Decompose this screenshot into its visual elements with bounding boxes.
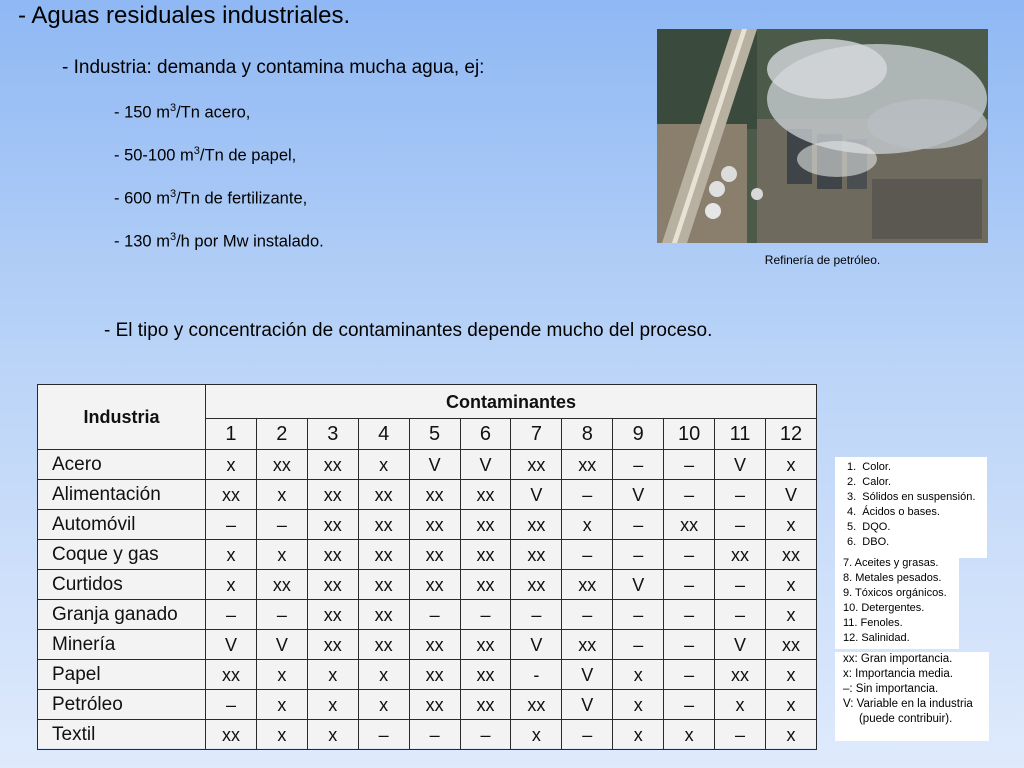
value-cell: xx [307, 600, 358, 630]
value-cell: – [562, 600, 613, 630]
industry-cell: Acero [38, 450, 206, 480]
column-number: 8 [562, 419, 613, 450]
value-cell: xx [358, 540, 409, 570]
column-number: 10 [664, 419, 715, 450]
value-cell: xx [358, 630, 409, 660]
value-cell: xx [715, 540, 766, 570]
table-row [38, 690, 817, 720]
value-cell: xx [511, 540, 562, 570]
value-cell: – [664, 660, 715, 690]
value-cell: xx [460, 660, 511, 690]
value-cell: – [460, 600, 511, 630]
value-cell: x [358, 450, 409, 480]
value-cell: – [664, 450, 715, 480]
value-cell: xx [511, 690, 562, 720]
legend-entry: 7. Aceites y grasas. [843, 557, 939, 569]
value-cell: x [664, 720, 715, 750]
value-cell: – [715, 600, 766, 630]
subtitle-industry: - Industria: demanda y contamina mucha agua, ej: [62, 57, 485, 78]
value-cell: xx [562, 630, 613, 660]
industry-cell: Petróleo [38, 690, 206, 720]
legend-entry: 3. Sólidos en suspensión. [847, 491, 976, 503]
value-cell: V [613, 570, 664, 600]
refinery-photo [657, 29, 988, 243]
value-cell: V [256, 630, 307, 660]
table-row [38, 540, 817, 570]
example-suffix: /Tn de papel, [199, 146, 297, 165]
industry-cell: Alimentación [38, 480, 206, 510]
value-cell: – [358, 720, 409, 750]
value-cell: xx [307, 570, 358, 600]
value-cell: – [562, 540, 613, 570]
value-cell: – [664, 600, 715, 630]
legend-entry: 11. Fenoles. [843, 617, 903, 629]
value-cell: V [511, 630, 562, 660]
value-cell: xx [511, 510, 562, 540]
pollutant-table [37, 384, 817, 750]
value-cell: x [765, 600, 816, 630]
table-row [38, 450, 817, 480]
table-row [38, 480, 817, 510]
value-cell: xx [307, 630, 358, 660]
value-cell: xx [511, 450, 562, 480]
value-cell: xx [765, 630, 816, 660]
value-cell: xx [256, 450, 307, 480]
legend-contaminants-7-12 [835, 556, 959, 649]
legend-contaminants-1-6 [835, 457, 987, 558]
value-cell: – [664, 570, 715, 600]
example-suffix: /h por Mw instalado. [176, 232, 324, 251]
value-cell: – [715, 510, 766, 540]
example-prefix: - 150 m [114, 103, 170, 122]
column-number: 4 [358, 419, 409, 450]
value-cell: x [206, 540, 257, 570]
value-cell: V [562, 690, 613, 720]
example-sup: 3 [169, 102, 177, 114]
value-cell: xx [409, 570, 460, 600]
example-suffix: /Tn de fertilizante, [176, 189, 308, 208]
value-cell: x [765, 450, 816, 480]
value-cell: xx [562, 450, 613, 480]
value-cell: xx [460, 540, 511, 570]
value-cell: – [409, 600, 460, 630]
value-cell: x [256, 540, 307, 570]
value-cell: – [613, 600, 664, 630]
example-sup: 3 [193, 145, 200, 157]
column-number: 5 [409, 419, 460, 450]
industry-cell: Coque y gas [38, 540, 206, 570]
value-cell: x [307, 720, 358, 750]
industry-cell: Granja ganado [38, 600, 206, 630]
value-cell: xx [460, 510, 511, 540]
example-item [114, 102, 250, 123]
industry-cell: Curtidos [38, 570, 206, 600]
value-cell: – [206, 510, 257, 540]
table-body [38, 450, 817, 750]
value-cell: xx [307, 480, 358, 510]
value-cell: xx [460, 480, 511, 510]
value-cell: – [664, 630, 715, 660]
value-cell: xx [715, 660, 766, 690]
value-cell: V [715, 630, 766, 660]
legend-entry: xx: Gran importancia. [843, 653, 953, 665]
value-cell: - [511, 660, 562, 690]
value-cell: – [664, 480, 715, 510]
legend-entry: 12. Salinidad. [843, 632, 910, 644]
legend-entry: (puede contribuir). [843, 713, 953, 725]
value-cell: x [715, 690, 766, 720]
value-cell: xx [460, 630, 511, 660]
table-row [38, 510, 817, 540]
column-number: 2 [256, 419, 307, 450]
value-cell: – [715, 570, 766, 600]
legend-entry: 9. Tóxicos orgánicos. [843, 587, 947, 599]
legend-entry: 5. DQO. [847, 521, 891, 533]
value-cell: – [409, 720, 460, 750]
value-cell: x [256, 480, 307, 510]
legend-entry: x: Importancia media. [843, 668, 953, 680]
value-cell: x [765, 690, 816, 720]
value-cell: – [256, 600, 307, 630]
value-cell: x [256, 720, 307, 750]
value-cell: x [206, 450, 257, 480]
column-number: 12 [765, 419, 816, 450]
industry-cell: Minería [38, 630, 206, 660]
photo-caption: Refinería de petróleo. [764, 253, 881, 267]
value-cell: xx [409, 630, 460, 660]
legend-entry: 1. Color. [847, 461, 892, 473]
value-cell: xx [358, 570, 409, 600]
value-cell: x [765, 570, 816, 600]
value-cell: V [206, 630, 257, 660]
example-sup: 3 [169, 188, 177, 200]
value-cell: xx [409, 510, 460, 540]
industry-cell: Textil [38, 720, 206, 750]
value-cell: xx [460, 570, 511, 600]
value-cell: – [613, 630, 664, 660]
pollutant-table-container [37, 384, 817, 748]
value-cell: x [613, 720, 664, 750]
table-row [38, 660, 817, 690]
value-cell: x [206, 570, 257, 600]
value-cell: V [765, 480, 816, 510]
value-cell: – [715, 720, 766, 750]
table-row [38, 600, 817, 630]
value-cell: x [511, 720, 562, 750]
value-cell: x [358, 690, 409, 720]
example-item [114, 231, 324, 252]
header-industry: Industria [38, 385, 206, 450]
table-row [38, 630, 817, 660]
value-cell: xx [307, 510, 358, 540]
table-row [38, 720, 817, 750]
column-number: 11 [715, 419, 766, 450]
legend-symbols [835, 652, 989, 741]
example-sup: 3 [169, 231, 177, 243]
value-cell: xx [206, 660, 257, 690]
value-cell: x [256, 660, 307, 690]
value-cell: x [256, 690, 307, 720]
legend-entry: 8. Metales pesados. [843, 572, 942, 584]
value-cell: – [206, 690, 257, 720]
value-cell: V [409, 450, 460, 480]
example-suffix: /Tn acero, [176, 103, 251, 122]
example-prefix: - 600 m [114, 189, 170, 208]
value-cell: – [715, 480, 766, 510]
table-row [38, 570, 817, 600]
column-number: 3 [307, 419, 358, 450]
example-prefix: - 50-100 m [114, 146, 194, 165]
value-cell: – [511, 600, 562, 630]
value-cell: xx [307, 450, 358, 480]
value-cell: x [307, 690, 358, 720]
value-cell: V [613, 480, 664, 510]
column-number: 6 [460, 419, 511, 450]
value-cell: xx [409, 690, 460, 720]
value-cell: x [562, 510, 613, 540]
legend-entry: 4. Ácidos o bases. [847, 506, 940, 518]
value-cell: xx [409, 480, 460, 510]
value-cell: xx [409, 660, 460, 690]
value-cell: xx [256, 570, 307, 600]
column-number: 7 [511, 419, 562, 450]
legend-entry: 6. DBO. [847, 536, 890, 548]
value-cell: xx [409, 540, 460, 570]
value-cell: – [664, 690, 715, 720]
industry-cell: Automóvil [38, 510, 206, 540]
legend-entry: V: Variable en la industria [843, 698, 973, 710]
header-contaminants: Contaminantes [206, 385, 817, 419]
value-cell: – [613, 540, 664, 570]
value-cell: V [562, 660, 613, 690]
value-cell: V [511, 480, 562, 510]
value-cell: xx [562, 570, 613, 600]
example-item [114, 188, 307, 209]
value-cell: V [715, 450, 766, 480]
value-cell: – [664, 540, 715, 570]
value-cell: – [562, 480, 613, 510]
value-cell: xx [460, 690, 511, 720]
legend-entry: 10. Detergentes. [843, 602, 925, 614]
value-cell: xx [358, 480, 409, 510]
value-cell: – [613, 510, 664, 540]
value-cell: x [765, 720, 816, 750]
value-cell: xx [358, 510, 409, 540]
legend-entry: –: Sin importancia. [843, 683, 939, 695]
refinery-aerial-image [657, 29, 988, 243]
page-title: - Aguas residuales industriales. [18, 2, 351, 29]
value-cell: x [613, 660, 664, 690]
value-cell: xx [307, 540, 358, 570]
value-cell: – [206, 600, 257, 630]
industry-cell: Papel [38, 660, 206, 690]
value-cell: xx [206, 720, 257, 750]
value-cell: – [460, 720, 511, 750]
value-cell: – [562, 720, 613, 750]
value-cell: xx [511, 570, 562, 600]
column-number: 1 [206, 419, 257, 450]
value-cell: V [460, 450, 511, 480]
subtitle-contaminants: - El tipo y concentración de contaminantes depende mucho del proceso. [104, 320, 713, 341]
value-cell: xx [358, 600, 409, 630]
value-cell: x [765, 510, 816, 540]
example-item [114, 145, 296, 166]
example-prefix: - 130 m [114, 232, 170, 251]
legend-entry: 2. Calor. [847, 476, 892, 488]
value-cell: x [307, 660, 358, 690]
value-cell: x [358, 660, 409, 690]
value-cell: – [613, 450, 664, 480]
value-cell: x [765, 660, 816, 690]
column-number: 9 [613, 419, 664, 450]
value-cell: x [613, 690, 664, 720]
value-cell: – [256, 510, 307, 540]
value-cell: xx [765, 540, 816, 570]
value-cell: xx [206, 480, 257, 510]
value-cell: xx [664, 510, 715, 540]
